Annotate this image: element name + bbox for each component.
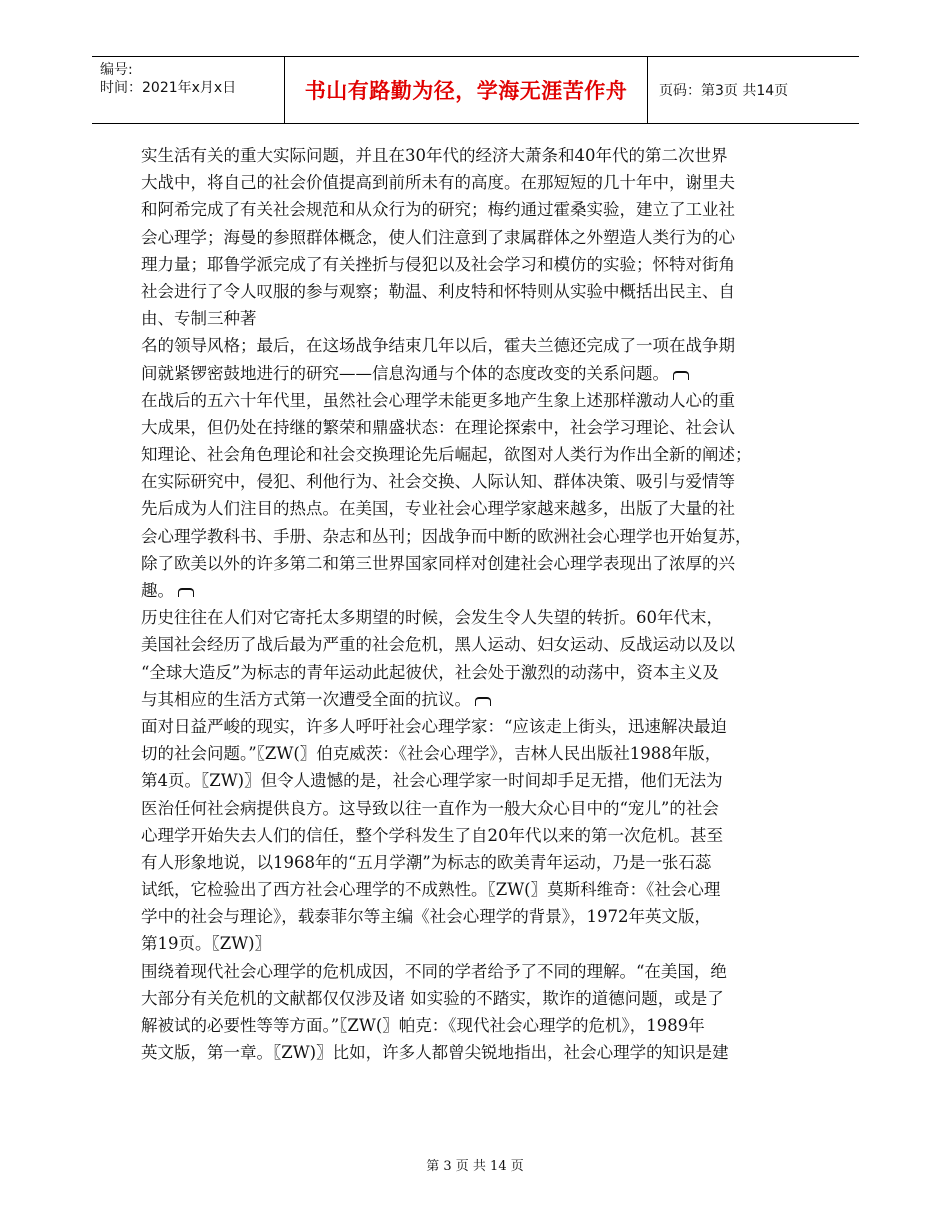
text-line [141,795,811,822]
text-line-content: 和阿希完成了有关社会规范和从众行为的研究；梅约通过霍桑实验，建立了工业社 [141,200,735,220]
text-line [141,740,811,767]
page-header [92,56,859,124]
text-line [141,441,811,468]
text-line [141,1012,811,1039]
text-line-content: 社会进行了令人叹服的参与观察；勒温、利皮特和怀特则从实验中概括出民主、自 [141,281,735,301]
text-line [141,849,811,876]
text-line-content: 第19页。〖ZW)〗 [141,934,272,954]
text-line [141,414,811,441]
text-line [141,1039,811,1066]
text-line-content: 理力量；耶鲁学派完成了有关挫折与侵犯以及社会学习和模仿的实验；怀特对街角 [141,254,735,274]
text-line [141,251,811,278]
paragraph-mark-icon [673,371,689,380]
text-line [141,767,811,794]
header-meta [100,61,280,97]
text-line-content: 心理学开始失去人们的信任，整个学科发生了自20年代以来的第一次危机。甚至 [141,825,723,845]
text-line-content: 大成果，但仍处在持继的繁荣和鼎盛状态：在理论探索中，社会学习理论、社会认 [141,417,735,437]
text-line-content: 解被试的必要性等等方面。”〖ZW(〗帕克：《现代社会心理学的危机》，1989年 [141,1016,705,1035]
text-line [141,468,811,495]
paragraph-mark-icon [475,697,491,706]
time-label: 时间：2021年x月x日 [100,80,237,96]
text-line-content: 知理论、社会角色理论和社会交换理论先后崛起，欲图对人类行为作出全新的阐述； [141,445,752,465]
text-line-content: 历史往往在人们对它寄托太多期望的时候，会发生令人失望的转折。60年代末， [141,608,723,628]
text-line [141,360,811,387]
text-line-content: 第4页。〖ZW)〗但令人遗憾的是，社会心理学家一时间却手足无措，他们无法为 [141,771,723,791]
text-line [141,604,811,631]
text-line-content: 美国社会经历了战后最为严重的社会危机，黑人运动、妇女运动、反战运动以及以 [141,635,735,655]
text-line-content: 会心理学；海曼的参照群体概念，使人们注意到了隶属群体之外塑造人类行为的心 [141,227,735,247]
text-line [141,495,811,522]
text-line [141,196,811,223]
text-line [141,713,811,740]
header-divider [647,57,648,123]
text-line-content: 英文版，第一章。〖ZW)〗比如，许多人都曾尖锐地指出，社会心理学的知识是建 [141,1043,729,1063]
text-line [141,903,811,930]
text-line-content: 围绕着现代社会心理学的危机成因，不同的学者给予了不同的理解。“在美国，绝 [141,961,727,981]
text-line-content: “全球大造反”为标志的青年运动此起彼伏，社会处于激烈的动荡中，资本主义及 [141,662,719,682]
text-line [141,631,811,658]
text-line [141,224,811,251]
text-line [141,387,811,414]
text-line [141,686,811,713]
header-motto: 书山有路勤为径，学海无涯苦作舟 [304,79,628,103]
text-line-content: 试纸，它检验出了西方社会心理学的不成熟性。〖ZW(〗莫斯科维奇：《社会心理 [141,880,721,900]
text-line-content: 实生活有关的重大实际问题，并且在30年代的经济大萧条和40年代的第二次世界 [141,146,728,165]
text-line-content: 大部分有关危机的文献都仅仅涉及诸 如实验的不踏实，欺诈的道德问题，或是了 [141,988,724,1008]
text-line [141,332,811,359]
text-line [141,577,811,604]
text-line-content: 在战后的五六十年代里，虽然社会心理学未能更多地产生象上述那样激动人心的重 [141,390,735,410]
text-line-content: 学中的社会与理论》，载泰菲尔等主编《社会心理学的背景》，1972年英文版， [141,907,711,927]
page-footer: 第 3 页 共 14 页 [426,1159,524,1174]
text-line-content: 有人形象地说，以1968年的“五月学潮”为标志的欧美青年运动，乃是一张石蕊 [141,852,712,872]
text-line [141,876,811,903]
text-line-content: 在实际研究中，侵犯、利他行为、社会交换、人际认知、群体决策、吸引与爱情等 [141,472,735,492]
text-line [141,523,811,550]
text-line-content: 由、专制三种著 [141,309,257,329]
text-line-content: 切的社会问题。”〖ZW(〗伯克威茨：《社会心理学》，吉林人民出版社1988年版， [141,744,722,764]
text-line-content: 会心理学教科书、手册、杂志和丛刊；因战争而中断的欧洲社会心理学也开始复苏， [141,526,752,546]
text-line [141,958,811,985]
number-label: 编号: [100,62,133,78]
text-line [141,822,811,849]
text-line [141,550,811,577]
text-line-content: 大战中，将自己的社会价值提高到前所未有的高度。在那短短的几十年中，谢里夫 [141,173,735,193]
text-line [141,305,811,332]
paragraph-mark-icon [178,588,194,597]
text-line [141,659,811,686]
text-line-content: 名的领导风格；最后，在这场战争结束几年以后，霍夫兰德还完成了一项在战争期 [141,336,735,356]
text-line-content: 与其相应的生活方式第一次遭受全面的抗议。 [141,689,471,709]
header-page-info: 页码：第3页 共14页 [659,83,789,99]
text-line [141,142,811,169]
text-line [141,930,811,957]
text-line [141,169,811,196]
body-text [141,142,811,1066]
text-line-content: 医治任何社会病提供良方。这导致以往一直作为一般大众心目中的“宠儿”的社会 [141,798,719,818]
text-line [141,985,811,1012]
text-line-content: 间就紧锣密鼓地进行的研究——信息沟通与个体的态度改变的关系问题。 [141,363,669,383]
text-line-content: 先后成为人们注目的热点。在美国，专业社会心理学家越来越多，出版了大量的社 [141,499,735,519]
text-line-content: 面对日益严峻的现实，许多人呼吁社会心理学家：“应该走上街头，迅速解决最迫 [141,716,727,736]
text-line [141,278,811,305]
text-line-content: 除了欧美以外的许多第二和第三世界国家同样对创建社会心理学表现出了浓厚的兴 [141,553,735,573]
text-line-content: 趣。 [141,581,174,600]
